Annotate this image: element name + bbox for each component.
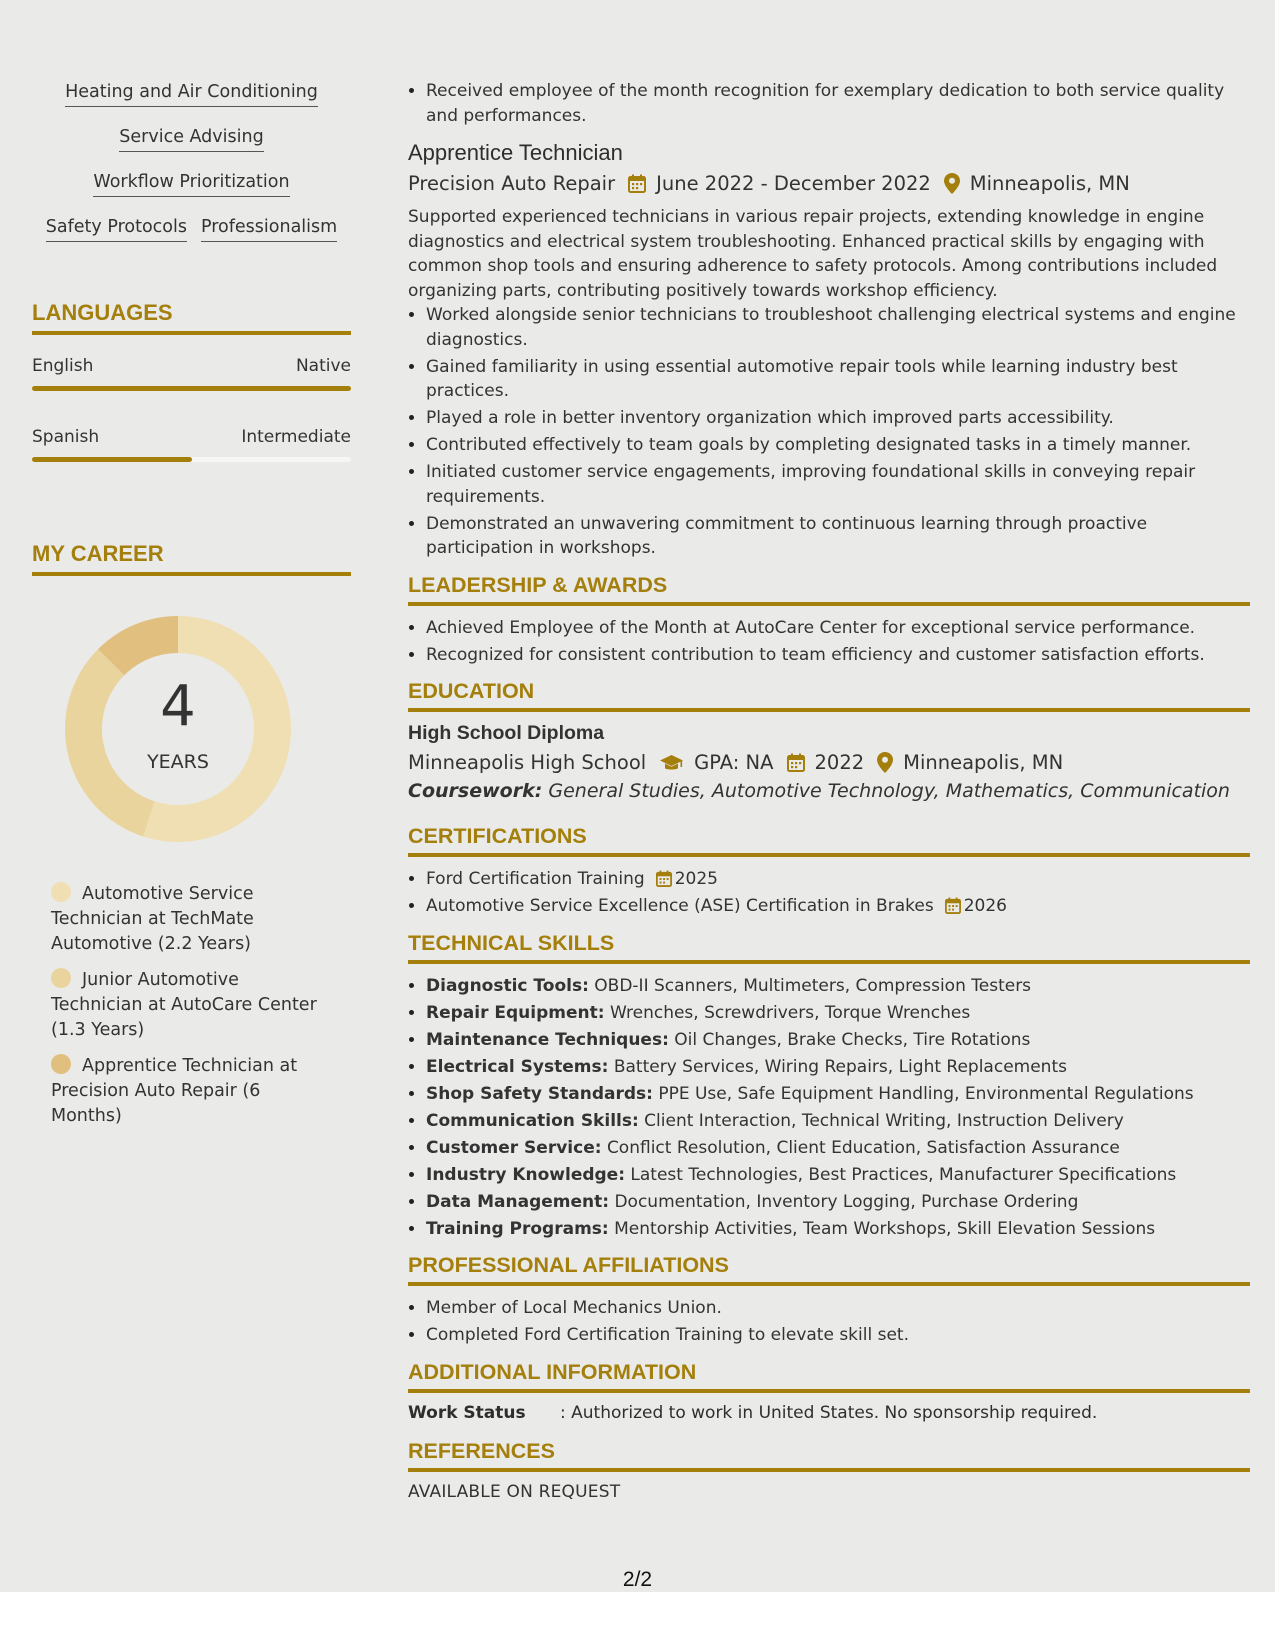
skill-tag[interactable]: Workflow Prioritization <box>93 172 289 197</box>
skill-item <box>426 1055 1250 1080</box>
calendar-icon <box>656 870 672 887</box>
references-heading: REFERENCES <box>408 1439 1250 1472</box>
legend-swatch <box>51 882 71 902</box>
education-year: 2022 <box>814 751 865 774</box>
bullet-item: • Gained familiarity in using essential automotive repair tools while learning industry best practices. <box>426 355 1250 404</box>
career-legend <box>51 882 321 1140</box>
affiliations-heading: PROFESSIONAL AFFILIATIONS <box>408 1253 1250 1286</box>
legend-swatch <box>51 1054 71 1074</box>
skill-value: Latest Technologies, Best Practices, Manufacturer Specifications <box>630 1164 1177 1185</box>
bullet-item: • Member of Local Mechanics Union. <box>426 1296 1250 1321</box>
skill-item <box>426 974 1250 999</box>
education-meta <box>408 751 1250 774</box>
certifications-list <box>408 867 1250 919</box>
job-bullets <box>408 303 1250 561</box>
career-total-number: 4 <box>160 674 196 739</box>
skill-value: OBD-II Scanners, Multimeters, Compression Testers <box>594 975 1032 996</box>
language-bar-fill <box>32 457 192 462</box>
work-status-row <box>408 1403 1250 1423</box>
bullet-item: • Contributed effectively to team goals by completing designated tasks in a timely manner. <box>426 433 1250 458</box>
job-location: Minneapolis, MN <box>969 172 1130 195</box>
legend-label: Junior Automotive Technician at AutoCare Center (1.3 Years) <box>51 970 317 1040</box>
bullet-item: • Achieved Employee of the Month at AutoCare Center for exceptional service performance. <box>426 616 1250 641</box>
technical-skills-heading: TECHNICAL SKILLS <box>408 931 1250 964</box>
skill-tags <box>32 82 351 249</box>
calendar-icon <box>787 753 805 772</box>
bullet-item: • Received employee of the month recognition for exemplary dedication to both service quality and performances. <box>426 79 1250 128</box>
skill-value: Documentation, Inventory Logging, Purchase Ordering <box>614 1191 1079 1212</box>
languages-list <box>32 356 351 498</box>
skill-tag[interactable]: Safety Protocols <box>46 217 187 242</box>
legend-item <box>51 1054 321 1129</box>
skill-value: Wrenches, Screwdrivers, Torque Wrenches <box>609 1002 971 1023</box>
skill-item <box>426 1001 1250 1026</box>
bullet-item: • Demonstrated an unwavering commitment to continuous learning through proactive participation in workshops. <box>426 512 1250 561</box>
skill-item <box>426 1082 1250 1107</box>
language-name: English <box>32 356 94 376</box>
skill-item <box>426 1163 1250 1188</box>
certification-year: 2025 <box>674 869 718 889</box>
skill-label: Data Management: <box>426 1191 610 1212</box>
skill-label: Shop Safety Standards: <box>426 1083 653 1104</box>
certification-name: Ford Certification Training <box>426 869 645 889</box>
bullet-item: • Completed Ford Certification Training to elevate skill set. <box>426 1323 1250 1348</box>
skill-tag[interactable]: Service Advising <box>119 127 263 152</box>
legend-label: Apprentice Technician at Precision Auto Repair (6 Months) <box>51 1056 298 1126</box>
technical-skills-list <box>408 974 1250 1242</box>
skill-label: Repair Equipment: <box>426 1002 605 1023</box>
certification-year: 2026 <box>963 896 1007 916</box>
skill-value: PPE Use, Safe Equipment Handling, Environmental Regulations <box>658 1083 1194 1104</box>
skill-label: Diagnostic Tools: <box>426 975 589 996</box>
language-bar-fill <box>32 386 351 391</box>
career-total-unit: YEARS <box>147 751 209 773</box>
education-school: Minneapolis High School <box>408 751 647 774</box>
skill-value: Client Interaction, Technical Writing, Instruction Delivery <box>644 1110 1124 1131</box>
coursework-value: General Studies, Automotive Technology, Mathematics, Communication <box>548 780 1230 802</box>
coursework-label: Coursework: <box>408 780 543 802</box>
skill-value: Conflict Resolution, Client Education, Satisfaction Assurance <box>606 1137 1120 1158</box>
skill-item <box>426 1109 1250 1134</box>
education-heading: EDUCATION <box>408 679 1250 712</box>
skill-value: Mentorship Activities, Team Workshops, Skill Elevation Sessions <box>614 1218 1156 1239</box>
job-meta <box>408 172 1250 195</box>
skill-item <box>426 1136 1250 1161</box>
previous-job-bullets <box>408 79 1250 128</box>
job-summary: Supported experienced technicians in various repair projects, extending knowledge in engine diagnostics and electrical system troubleshooting. Enhanced practical skills by engaging with common shop tools and ensuring adherence to safety protocols. Among contributions included organizing parts, contributing positively towards workshop efficiency. <box>408 207 1218 301</box>
job-company: Precision Auto Repair <box>408 172 616 195</box>
skill-label: Communication Skills: <box>426 1110 639 1131</box>
career-donut-chart <box>65 616 291 842</box>
certifications-heading: CERTIFICATIONS <box>408 824 1250 857</box>
skill-value: Oil Changes, Brake Checks, Tire Rotations <box>674 1029 1031 1050</box>
additional-info-heading: ADDITIONAL INFORMATION <box>408 1360 1250 1393</box>
career-heading: MY CAREER <box>32 541 351 576</box>
page-number: 2/2 <box>622 1568 653 1591</box>
skill-tag[interactable]: Heating and Air Conditioning <box>65 82 318 107</box>
legend-label: Automotive Service Technician at TechMate Automotive (2.2 Years) <box>51 884 254 954</box>
education-coursework <box>408 780 1250 802</box>
certification-item <box>426 894 1250 919</box>
bullet-item: • Initiated customer service engagements, improving foundational skills in conveying repair requirements. <box>426 460 1250 509</box>
skill-item <box>426 1190 1250 1215</box>
education-degree: High School Diploma <box>408 722 605 744</box>
legend-swatch <box>51 968 71 988</box>
skill-value: Battery Services, Wiring Repairs, Light Replacements <box>613 1056 1067 1077</box>
skill-label: Industry Knowledge: <box>426 1164 626 1185</box>
skill-label: Maintenance Techniques: <box>426 1029 669 1050</box>
work-status-value: : Authorized to work in United States. No sponsorship required. <box>560 1402 1098 1423</box>
certification-item <box>426 867 1250 892</box>
skill-label: Electrical Systems: <box>426 1056 609 1077</box>
bullet-item: • Recognized for consistent contribution to team efficiency and customer satisfaction efforts. <box>426 643 1250 668</box>
bullet-item: • Played a role in better inventory organization which improved parts accessibility. <box>426 406 1250 431</box>
leadership-list <box>408 616 1250 668</box>
language-level: Native <box>295 356 351 376</box>
language-name: Spanish <box>32 427 100 447</box>
language-level: Intermediate <box>241 427 351 447</box>
language-item <box>32 427 351 498</box>
graduation-cap-icon <box>659 754 684 772</box>
legend-item <box>51 882 321 957</box>
language-bar <box>32 386 351 391</box>
calendar-icon <box>628 174 646 193</box>
map-pin-icon <box>944 173 960 194</box>
calendar-icon <box>945 897 961 914</box>
map-pin-icon <box>877 752 893 773</box>
certification-name: Automotive Service Excellence (ASE) Certification in Brakes <box>426 896 934 916</box>
job-title: Apprentice Technician <box>408 140 623 165</box>
left-column <box>32 82 351 1126</box>
leadership-heading: LEADERSHIP & AWARDS <box>408 573 1250 606</box>
legend-item <box>51 968 321 1043</box>
skill-label: Training Programs: <box>426 1218 609 1239</box>
skill-tag[interactable]: Professionalism <box>201 217 337 242</box>
languages-heading: LANGUAGES <box>32 300 351 335</box>
language-bar <box>32 457 351 462</box>
references-text: AVAILABLE ON REQUEST <box>408 1481 621 1502</box>
skill-item <box>426 1217 1250 1242</box>
skill-item <box>426 1028 1250 1053</box>
job-dates: June 2022 - December 2022 <box>656 172 931 195</box>
education-location: Minneapolis, MN <box>903 751 1064 774</box>
work-status-label: Work Status <box>408 1402 526 1423</box>
language-item <box>32 356 351 427</box>
affiliations-list <box>408 1296 1250 1348</box>
education-gpa: GPA: NA <box>694 751 774 774</box>
bullet-item: • Worked alongside senior technicians to troubleshoot challenging electrical systems and engine diagnostics. <box>426 303 1250 352</box>
right-column <box>408 79 1250 1502</box>
skill-label: Customer Service: <box>426 1137 602 1158</box>
